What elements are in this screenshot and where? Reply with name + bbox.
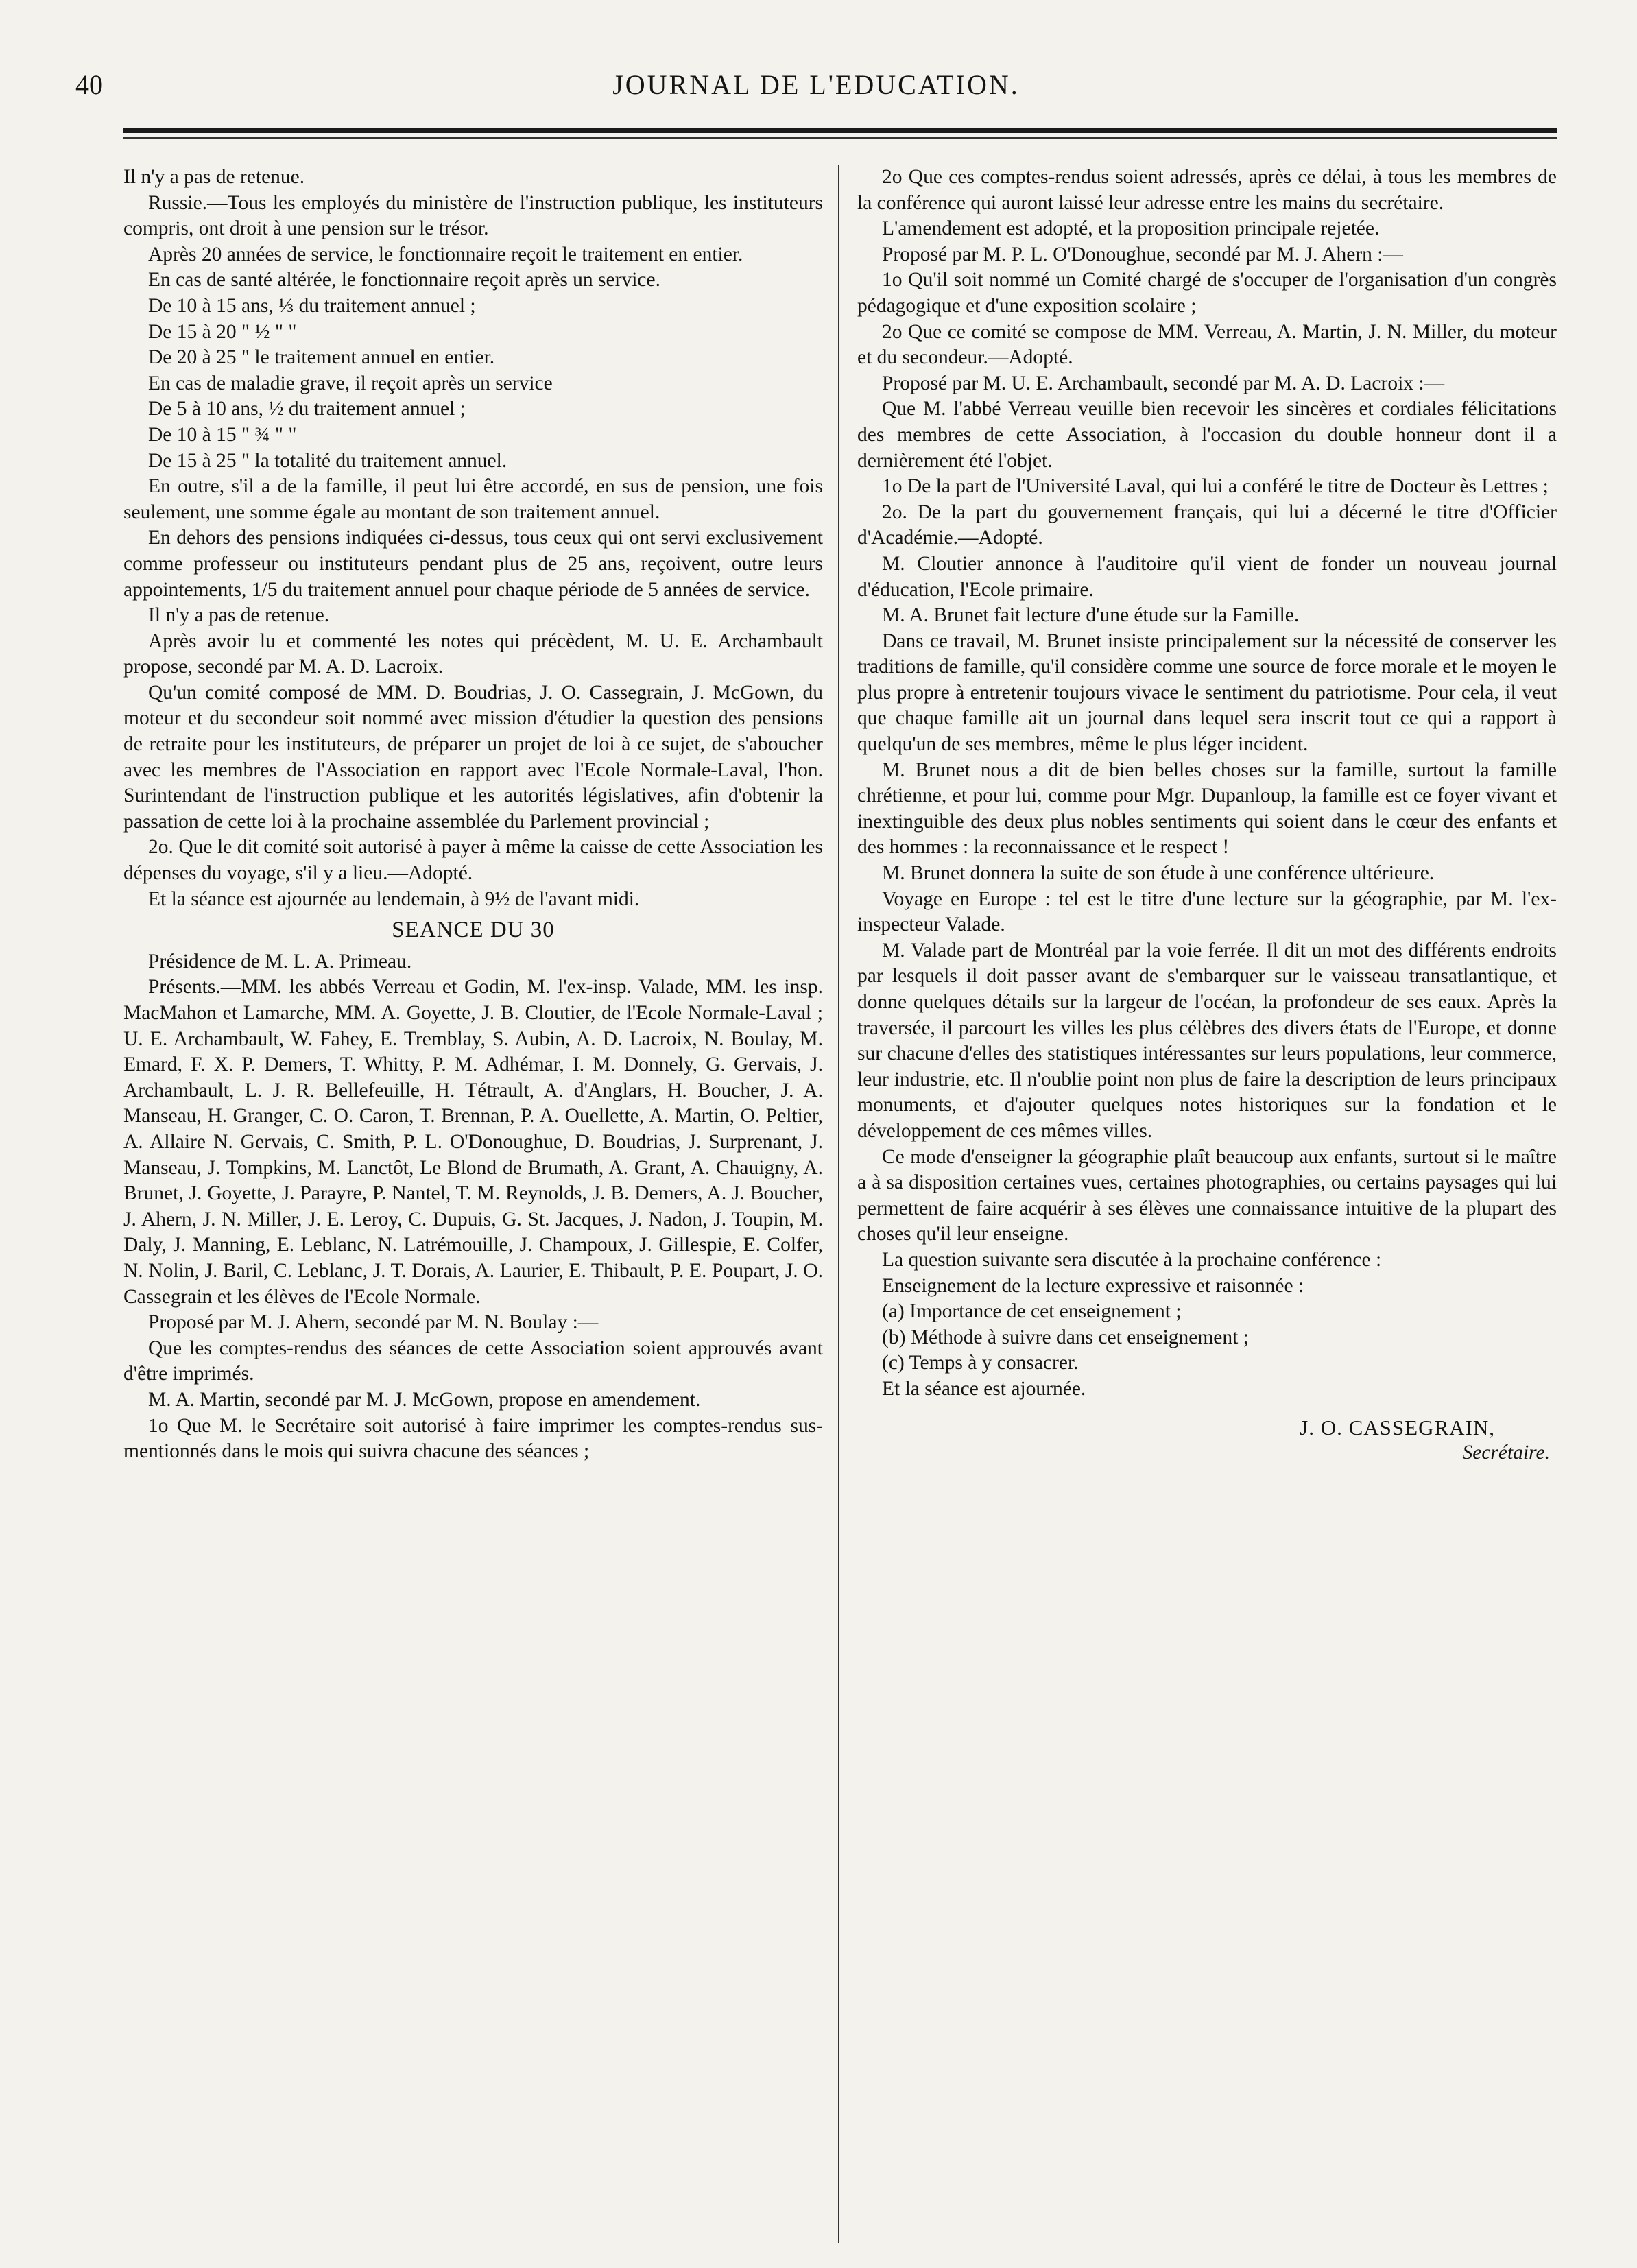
paragraph: 2o Que ces comptes-rendus soient adressés, après ce délai, à tous les membres de la conférence qui auront laissé leur adresse entre les mains du secrétaire. [857, 166, 1557, 214]
paragraph: Voyage en Europe : tel est le titre d'une lecture sur la géographie, par M. l'ex-inspecteur Valade. [857, 887, 1557, 936]
paragraph: M. Brunet nous a dit de bien belles choses sur la famille, surtout la famille chrétienne, et pour lui, comme pour Mgr. Dupanloup, la famille est ce foyer vivant et inextinguible des deux plus nobles sentiments qui soient dans le cœur des enfants et des hommes : la reconnaissance et le respect ! [857, 759, 1557, 859]
paragraph: Qu'un comité composé de MM. D. Boudrias, J. O. Cassegrain, J. McGown, du moteur et du secondeur soit nommé avec mission d'étudier la question des pensions de retraite pour les instituteurs, de préparer un projet de loi à ce sujet, de s'aboucher avec les membres de l'Association en rapport avec l'Ecole Normale-Laval, l'hon. Surintendant de l'instruction publique et les autorités législatives, afin d'obtenir la passation de cette loi à la prochaine assemblée du Parlement provincial ; [123, 681, 823, 833]
paragraph: Après avoir lu et commenté les notes qui précèdent, M. U. E. Archambault propose, secondé par M. A. D. Lacroix. [123, 630, 823, 678]
question-item: (b) Méthode à suivre dans cet enseignement ; [882, 1326, 1249, 1348]
page-number: 40 [75, 69, 103, 100]
paragraph: 2o. De la part du gouvernement français, qui lui a décerné le titre d'Officier d'Académie.—Adopté. [857, 501, 1557, 549]
page-header [75, 69, 1557, 117]
paragraph: M. A. Brunet fait lecture d'une étude sur la Famille. [882, 604, 1300, 627]
paragraph: Proposé par M. P. L. O'Donoughue, secondé par M. J. Ahern :— [882, 243, 1403, 265]
right-column [857, 165, 1557, 1466]
paragraph: 1o De la part de l'Université Laval, qui lui a conféré le titre de Docteur ès Lettres ; [882, 475, 1549, 498]
pension-scale-row: De 15 à 25 " la totalité du traitement annuel. [148, 449, 507, 472]
paragraph: En outre, s'il a de la famille, il peut lui être accordé, en sus de pension, une fois seulement, une somme égale au montant de son traitement annuel. [123, 475, 823, 523]
paragraph: Russie.—Tous les employés du ministère de l'instruction publique, les instituteurs compris, ont droit à une pension sur le trésor. [123, 191, 823, 240]
presidence-line: Présidence de M. L. A. Primeau. [148, 950, 412, 972]
paragraph: Après 20 années de service, le fonctionnaire reçoit le traitement en entier. [148, 243, 743, 265]
column-divider [838, 165, 839, 2243]
signature-name: J. O. CASSEGRAIN, [1300, 1415, 1495, 1440]
paragraph: 2o Que ce comité se compose de MM. Verreau, A. Martin, J. N. Miller, du moteur et du secondeur.—Adopté. [857, 320, 1557, 369]
running-title: JOURNAL DE L'EDUCATION. [612, 69, 1020, 100]
paragraph: 1o Que M. le Secrétaire soit autorisé à faire imprimer les comptes-rendus sus-mentionnés dans le mois qui suivra chacune des séances ; [123, 1414, 823, 1463]
paragraph: 1o Qu'il soit nommé un Comité chargé de s'occuper de l'organisation d'un congrès pédagogique et d'une exposition scolaire ; [857, 269, 1557, 317]
pension-scale-row: De 10 à 15 " ¾ " " [148, 423, 297, 446]
paragraph: M. Valade part de Montréal par la voie ferrée. Il dit un mot des différents endroits par lesquels il doit passer avant de s'embarquer sur le vaisseau transatlantique, et donne quelques détails sur la largeur de l'océan, la profondeur de ses eaux. Après la traversée, il parcourt les villes les plus célèbres des divers états de l'Europe, et donne sur chacune d'elles des statistiques intéressantes sur leurs populations, leur commerce, leur industrie, etc. Il n'oublie point non plus de faire la description de leurs principaux monuments, et d'ajouter quelques notes historiques sur la fondation et le développement de ces mêmes villes. [857, 939, 1557, 1142]
paragraph: M. A. Martin, secondé par M. J. McGown, propose en amendement. [148, 1388, 701, 1411]
paragraph: La question suivante sera discutée à la prochaine conférence : [882, 1248, 1382, 1271]
paragraph: Ce mode d'enseigner la géographie plaît beaucoup aux enfants, surtout si le maître a à sa disposition certaines vues, certaines photographies, ou certains paysages qui lui permettent de faire acquérir à ses élèves une connaissance intuitive de la plupart des choses qu'il leur enseigne. [857, 1145, 1557, 1245]
paragraph: M. Cloutier annonce à l'auditoire qu'il vient de fonder un nouveau journal d'éducation, l'Ecole primaire. [857, 552, 1557, 601]
paragraph: Proposé par M. J. Ahern, secondé par M. N. Boulay :— [148, 1311, 599, 1334]
pension-scale-row: De 20 à 25 " le traitement annuel en entier. [148, 346, 495, 369]
paragraph: 2o. Que le dit comité soit autorisé à payer à même la caisse de cette Association les dépenses du voyage, s'il y a lieu.—Adopté. [123, 836, 823, 885]
paragraph: Proposé par M. U. E. Archambault, secondé par M. A. D. Lacroix :— [882, 372, 1445, 394]
paragraph: Et la séance est ajournée. [882, 1377, 1086, 1400]
header-rule [123, 128, 1557, 133]
header-rule-thin [123, 137, 1557, 139]
paragraph: Il n'y a pas de retenue. [148, 604, 330, 627]
paragraph: Il n'y a pas de retenue. [123, 166, 305, 188]
attendees-paragraph: Présents.—MM. les abbés Verreau et Godin, M. l'ex-insp. Valade, MM. les insp. MacMahon et Lamarche, MM. A. Goyette, J. B. Cloutier, de l'Ecole Normale-Laval ; U. E. Archambault, W. Fahey, E. Tremblay, S. Aubin, A. D. Lacroix, N. Boulay, M. Emard, F. X. P. Demers, T. Whitty, P. M. Adhémar, I. M. Donnely, G. Gervais, J. Archambault, L. J. R. Bellefeuille, H. Tétrault, A. d'Anglars, H. Boucher, J. A. Manseau, H. Granger, C. O. Caron, T. Brennan, P. A. Ouellette, A. Martin, O. Peltier, A. Allaire N. Gervais, C. Smith, P. L. O'Donoughue, D. Boudrias, J. Surprenant, J. Manseau, J. Tompkins, M. Lanctôt, Le Blond de Brumath, A. Grant, A. Chauigny, A. Brunet, J. Goyette, J. Parayre, P. Nantel, T. M. Reynolds, J. B. Demers, A. J. Boucher, J. Ahern, J. N. Miller, J. E. Leroy, C. Dupuis, G. St. Jacques, J. Nadon, J. Toupin, M. Daly, J. Manning, E. Leblanc, N. Latrémouille, J. Champoux, J. Gillespie, E. Colfer, N. Nolin, J. Baril, C. Leblanc, J. T. Dorais, A. Laurier, E. Thibault, P. E. Poupart, J. O. Cassegrain et les élèves de l'Ecole Normale. [123, 976, 823, 1308]
paragraph: Et la séance est ajournée au lendemain, à 9½ de l'avant midi. [148, 887, 640, 910]
paragraph: Que les comptes-rendus des séances de cette Association soient approuvés avant d'être imprimés. [123, 1337, 823, 1385]
question-item: (a) Importance de cet enseignement ; [882, 1300, 1182, 1323]
signature-title: Secrétaire. [1462, 1442, 1550, 1464]
section-heading: SEANCE DU 30 [392, 918, 555, 943]
paragraph: Dans ce travail, M. Brunet insiste principalement sur la nécessité de conserver les traditions de famille, qu'il considère comme une source de force morale et le moyen le plus propre à entretenir toujours vivace le sentiment du patriotisme. Pour cela, il veut que chaque famille ait un journal dans lequel sera inscrit tout ce qui a rapport à quelqu'un de ses membres, même le plus léger incident. [857, 630, 1557, 756]
question-item: (c) Temps à y consacrer. [882, 1352, 1079, 1374]
pension-scale-row: De 15 à 20 " ½ " " [148, 320, 297, 343]
paragraph: En cas de maladie grave, il reçoit après un service [148, 372, 553, 394]
paragraph: En dehors des pensions indiquées ci-dessus, tous ceux qui ont servi exclusivement comme professeur ou instituteurs pendant plus de 25 ans, reçoivent, outre leurs appointements, 1/5 du traitement annuel pour chaque période de 5 années de service. [123, 527, 823, 601]
paragraph: En cas de santé altérée, le fonctionnaire reçoit après un service. [148, 269, 660, 291]
paragraph: M. Brunet donnera la suite de son étude à une conférence ultérieure. [882, 862, 1435, 885]
paragraph: Que M. l'abbé Verreau veuille bien recevoir les sincères et cordiales félicitations des membres de cette Association, à l'occasion du double honneur dont il a dernièrement été l'objet. [857, 398, 1557, 472]
pension-scale-row: De 10 à 15 ans, ⅓ du traitement annuel ; [148, 294, 476, 317]
question-heading: Enseignement de la lecture expressive et raisonnée : [882, 1274, 1304, 1297]
paragraph: L'amendement est adopté, et la proposition principale rejetée. [882, 217, 1380, 240]
pension-scale-row: De 5 à 10 ans, ½ du traitement annuel ; [148, 398, 466, 420]
left-column [123, 165, 823, 1465]
